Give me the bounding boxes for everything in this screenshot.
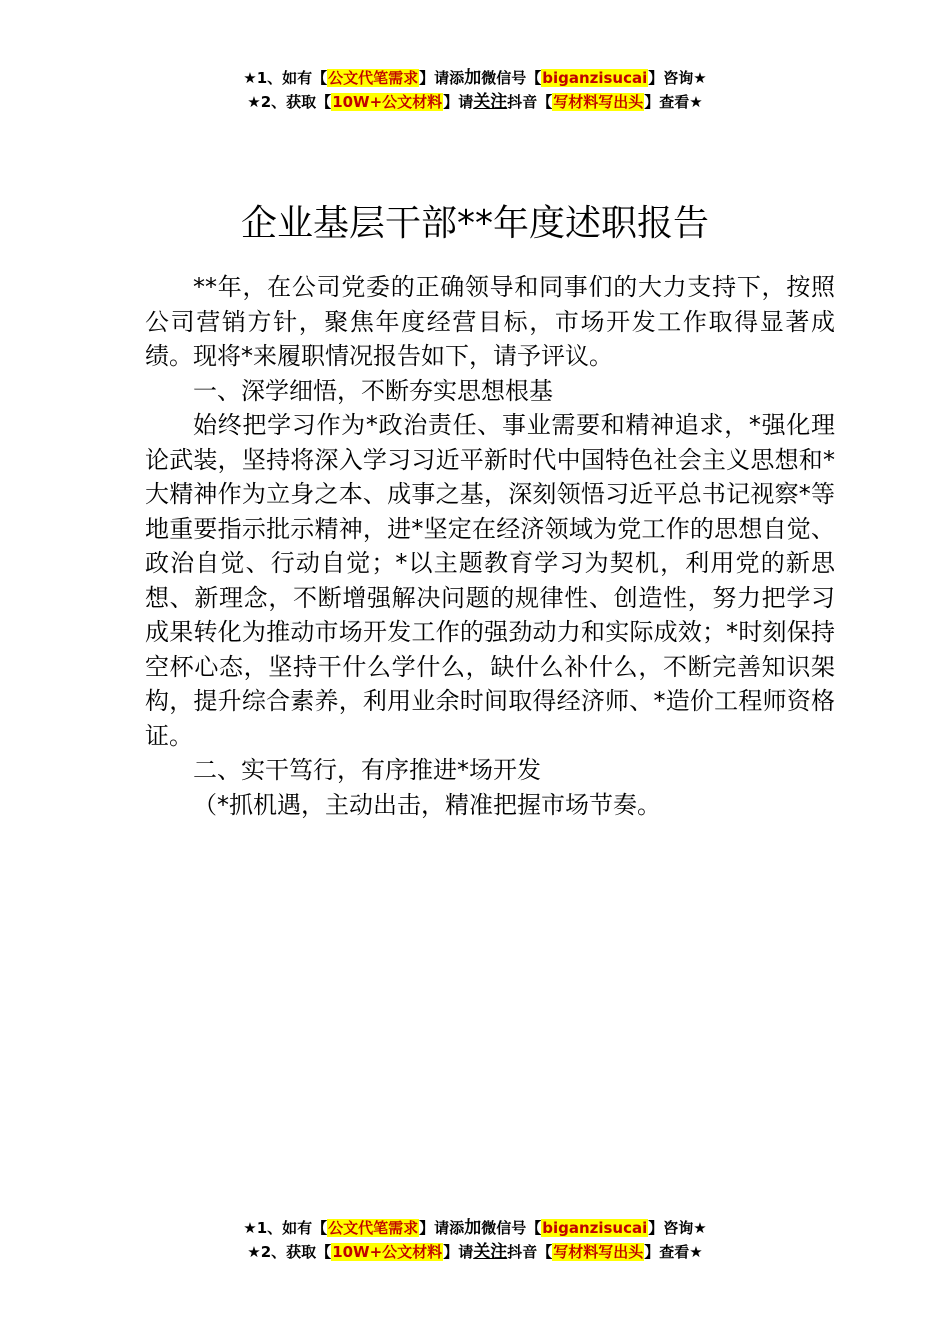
banner-text: ★2、获取【 <box>247 1243 332 1261</box>
banner-line-2 <box>0 1240 950 1264</box>
paragraph-section-2-start: （*抓机遇，主动出击，精准把握市场节奏。 <box>193 790 661 819</box>
document-body <box>145 270 835 822</box>
banner-text-emphasis: 关注 <box>473 1242 508 1262</box>
banner-line-1 <box>0 66 950 90</box>
section-heading-1: 一、深学细悟，不断夯实思想根基 <box>193 376 553 405</box>
banner-text: 抖音【 <box>507 1243 553 1261</box>
banner-text: ★1、如有【 <box>243 69 328 87</box>
banner-text: 】请添 <box>419 1219 465 1237</box>
banner-line-1 <box>0 1216 950 1240</box>
banner-highlight-service: 公文代笔需求 <box>328 1219 419 1237</box>
banner-highlight-materials: 10W+公文材料 <box>332 1243 443 1261</box>
banner-text: ★2、获取【 <box>247 93 332 111</box>
banner-text: 】查看★ <box>644 93 703 111</box>
paragraph-intro: **年，在公司党委的正确领导和同事们的大力支持下，按照公司营销方针，聚焦年度经营目标，市场开发工作取得显著成绩。现将*来履职情况报告如下，请予评议。 <box>145 273 835 370</box>
banner-text: 微信号【 <box>481 69 542 87</box>
banner-text: 】请添 <box>419 69 465 87</box>
banner-text: 】咨询★ <box>648 69 707 87</box>
banner-line-2 <box>0 90 950 114</box>
banner-text: 】请 <box>443 1243 474 1261</box>
banner-highlight-douyin: 写材料写出头 <box>553 93 644 111</box>
banner-text: 】查看★ <box>644 1243 703 1261</box>
banner-highlight-materials: 10W+公文材料 <box>332 93 443 111</box>
banner-text: 】咨询★ <box>648 1219 707 1237</box>
section-heading-2: 二、实干笃行，有序推进*场开发 <box>193 756 541 784</box>
banner-highlight-douyin: 写材料写出头 <box>553 1243 644 1261</box>
banner-text: ★1、如有【 <box>243 1219 328 1237</box>
banner-text-emphasis: 关注 <box>473 92 508 112</box>
document-title: 企业基层干部**年度述职报告 <box>240 203 709 245</box>
banner-text: 】请 <box>443 93 474 111</box>
banner-text: 微信号【 <box>481 1219 542 1237</box>
footer-banner <box>0 1216 950 1264</box>
banner-highlight-wechat: biganzisucai <box>542 69 648 87</box>
banner-text-emphasis: 加 <box>464 68 482 88</box>
banner-highlight-wechat: biganzisucai <box>542 1219 648 1237</box>
banner-text-emphasis: 加 <box>464 1218 482 1238</box>
paragraph-section-1: 始终把学习作为*政治责任、事业需要和精神追求，*强化理论武装，坚持将深入学习习近平新时代中国特色社会主义思想和*大精神作为立身之本、成事之基，深刻领悟习近平总书记视察*等地重要指示批示精神，进*坚定在经济领域为党工作的思想自觉、政治自觉、行动自觉；*以主题教育学习为契机，利用党的新思想、新理念，不断增强解决问题的规律性、创造性，努力把学习成果转化为推动市场开发工作的强劲动力和实际成效；*时刻保持空杯心态，坚持干什么学什么，缺什么补什么，不断完善知识架构，提升综合素养，利用业余时间取得经济师、*造价工程师资格证。 <box>145 411 835 750</box>
header-banner <box>0 66 950 114</box>
banner-text: 抖音【 <box>507 93 553 111</box>
banner-highlight-service: 公文代笔需求 <box>328 69 419 87</box>
